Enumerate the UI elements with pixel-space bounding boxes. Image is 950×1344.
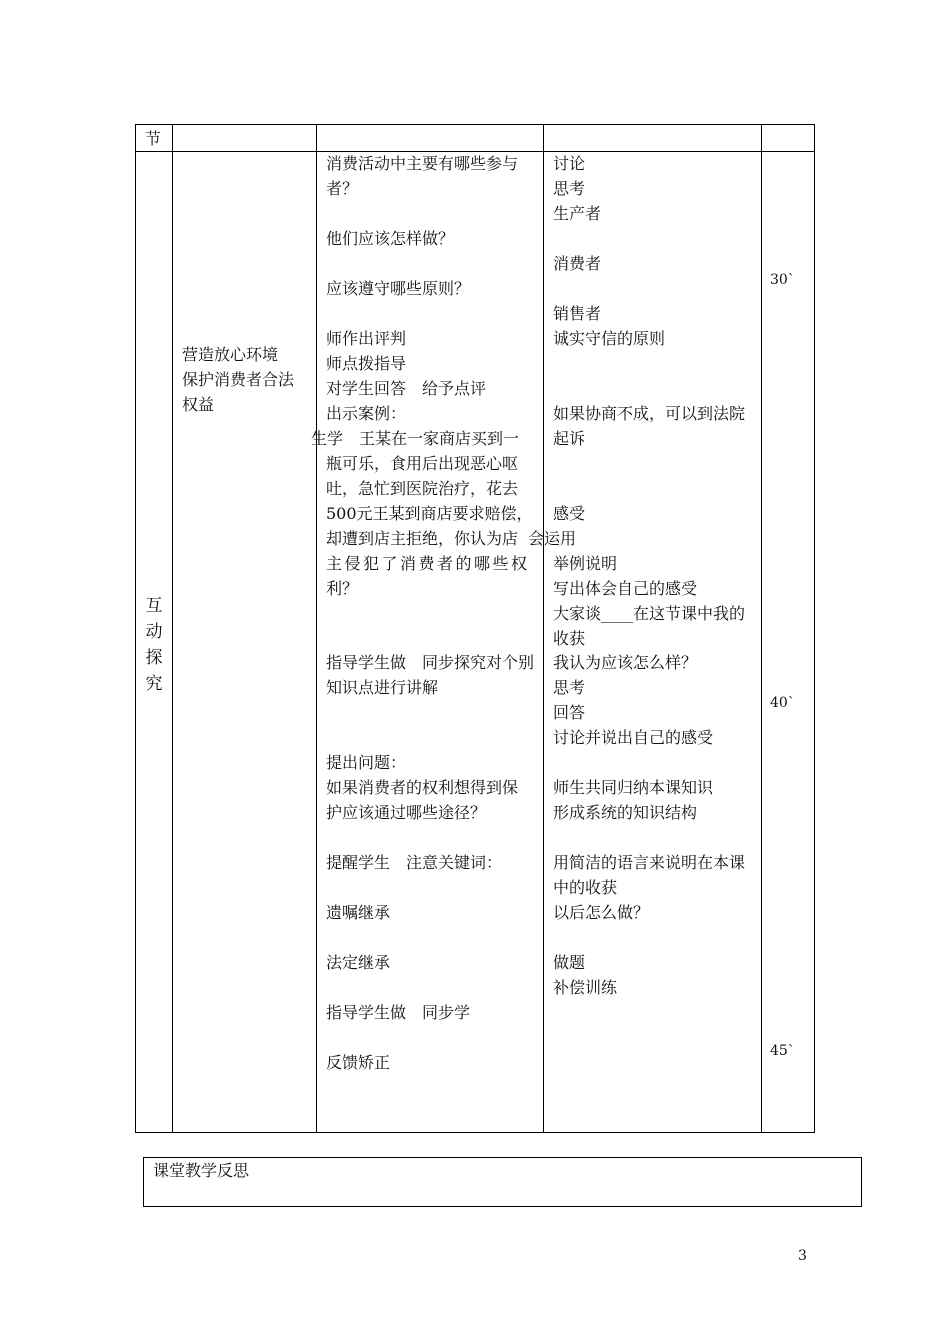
stage-header-tail: 节: [145, 129, 162, 148]
page-number: 3: [798, 1248, 807, 1264]
col-divider-1: [172, 125, 173, 1132]
time-marker-30: 30`: [770, 272, 795, 288]
col-divider-2: [316, 125, 317, 1132]
time-marker-45: 45`: [770, 1043, 795, 1059]
reflection-label: 课堂教学反思: [153, 1161, 250, 1180]
time-marker-40: 40`: [770, 695, 795, 711]
col-divider-3: [543, 125, 544, 1132]
lesson-table: 节 互 动 探 究 营造放心环境 保护消费者合法 权益 消费活动中主要有哪些参与 者？ 他们应该怎样做？ 应该遵守哪些原则？ 师作出评判 师点拨指导 对学生回答 给予点评 出示案例： 生学 王某在一家商店买到一 瓶可乐，食用后出现恶心呕 吐，急忙到医院治疗，花去 500元王某到商店要求赔偿， 却遭到店主拒绝，你认为店 会运用 主侵犯了消费者的哪些权 利？ 指导学生做 同步探究对个别 知识点进行讲解 提出问题： 如果消费者的权利想得到保 护应该通过哪些途径？ 提醒学生 注意关键词： 遗嘱继承 法定继承 指导学生做 同步学 反馈矫正 讨论 思考 生产者 消费者 销售者 诚实守信的原则 如果协商不成，可以到法院 起诉 感受 举例说明 写出体会自己的感受 大家谈____在这节课中我的 收获 我认为应该怎么样？ 思考 回答 讨论并说出自己的感受 师生共同归纳本课知识 形成系统的知识结构 用简洁的语言来说明在本课 中的收获 以后怎么做？ 做题 补偿训练 30` 40` 45`: [135, 124, 815, 1133]
reflection-box: [143, 1157, 862, 1207]
col-divider-4: [761, 125, 762, 1132]
